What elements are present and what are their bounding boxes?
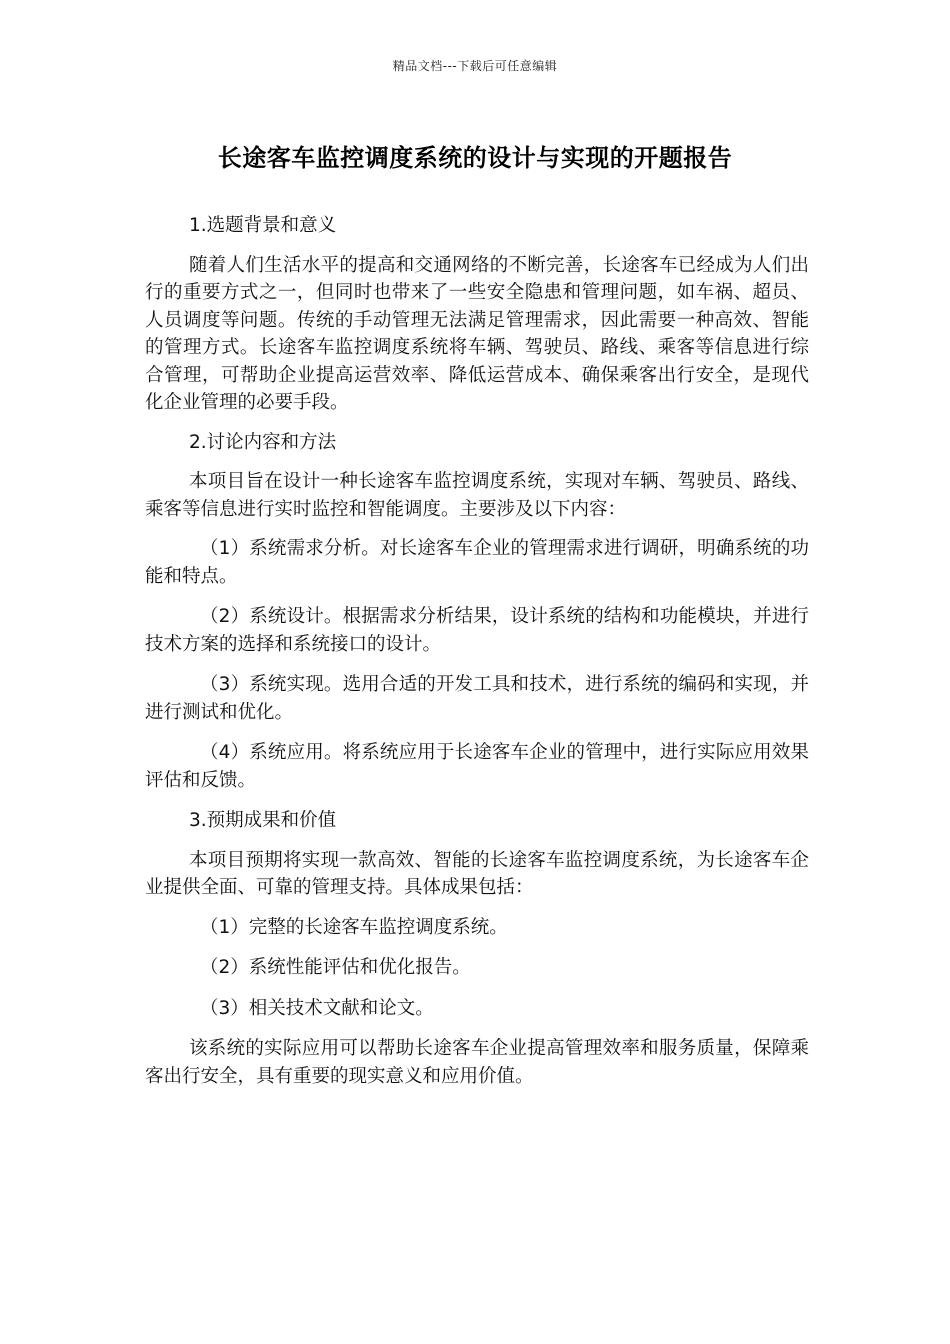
section-heading-expected-results: 3.预期成果和价值 — [189, 810, 337, 831]
section-heading-background: 1.选题背景和意义 — [189, 215, 337, 236]
paragraph-closing: 该系统的实际应用可以帮助长途客车企业提高管理效率和服务质量，保障乘客出行安全，具有重要的现实意义和应用价值。 — [145, 1038, 809, 1087]
list-item-implementation: （3）系统实现。选用合适的开发工具和技术，进行系统的编码和实现，并进行测试和优化。 — [145, 674, 809, 723]
list-item-design: （2）系统设计。根据需求分析结果，设计系统的结构和功能模块，并进行技术方案的选择和系统接口的设计。 — [145, 606, 809, 655]
list-item-result-system: （1）完整的长途客车监控调度系统。 — [200, 916, 508, 938]
document-title: 长途客车监控调度系统的设计与实现的开题报告 — [217, 144, 733, 172]
section-heading-content-methods: 2.讨论内容和方法 — [189, 431, 337, 453]
paragraph-content-intro: 本项目旨在设计一种长途客车监控调度系统，实现对车辆、驾驶员、路线、乘客等信息进行实时监控和智能调度。主要涉及以下内容： — [145, 471, 809, 520]
paragraph-results-intro: 本项目预期将实现一款高效、智能的长途客车监控调度系统，为长途客车企业提供全面、可靠的管理支持。具体成果包括： — [145, 849, 809, 898]
document-body — [145, 212, 809, 1102]
list-item-result-report: （2）系统性能评估和优化报告。 — [200, 957, 471, 978]
paragraph-background: 随着人们生活水平的提高和交通网络的不断完善，长途客车已经成为人们出行的重要方式之一，但同时也带来了一些安全隐患和管理问题，如车祸、超员、人员调度等问题。传统的手动管理无法满足管理需求，因此需要一种高效、智能的管理方式。长途客车监控调度系统将车辆、驾驶员、路线、乘客等信息进行综合管理，可帮助企业提高运营效率、降低运营成本、确保乘客出行安全，是现代化企业管理的必要手段。 — [145, 254, 809, 413]
header-note: 精品文档---下载后可任意编辑 — [392, 59, 558, 73]
list-item-application: （4）系统应用。将系统应用于长途客车企业的管理中，进行实际应用效果评估和反馈。 — [145, 742, 809, 791]
list-item-requirements: （1）系统需求分析。对长途客车企业的管理需求进行调研，明确系统的功能和特点。 — [145, 538, 809, 587]
list-item-result-papers: （3）相关技术文献和论文。 — [200, 997, 434, 1019]
